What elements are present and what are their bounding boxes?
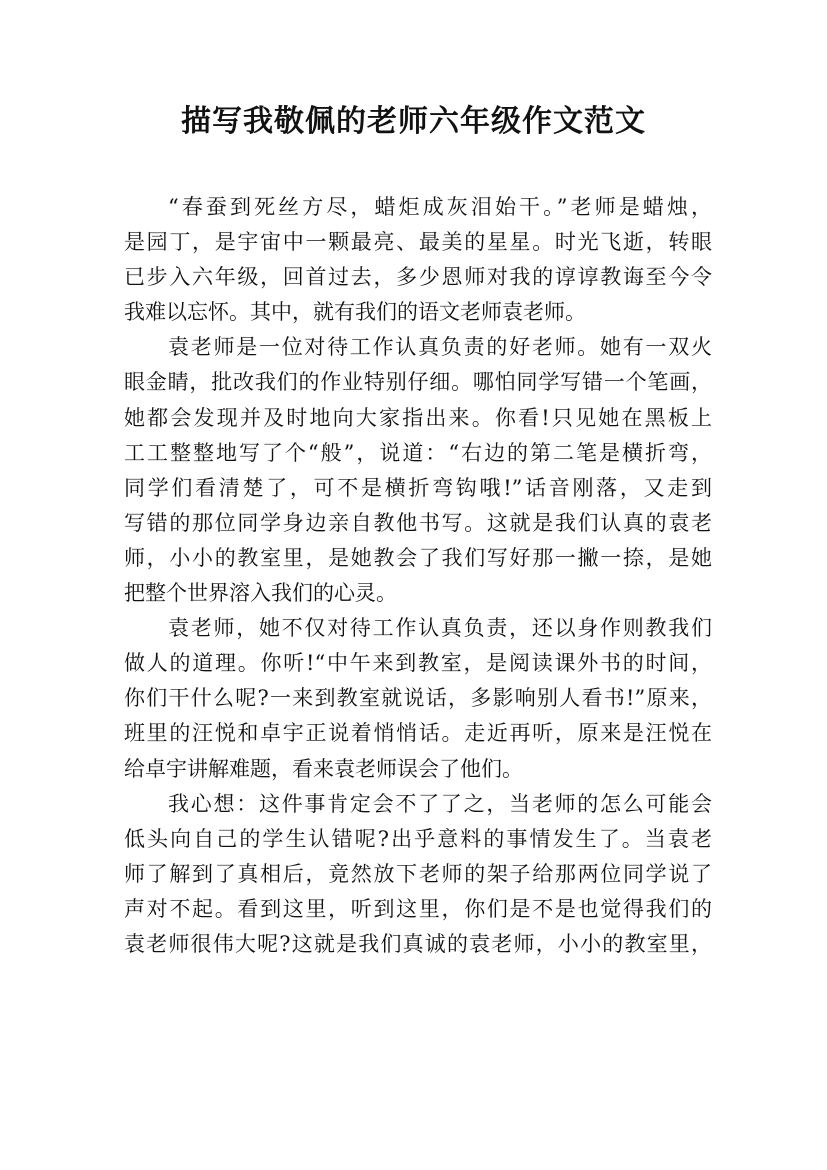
text-line: 袁老师，她不仅对待工作认真负责，还以身作则教我们 xyxy=(168,616,712,641)
paragraph xyxy=(124,787,712,962)
paragraph xyxy=(124,611,712,786)
text-line: 写错的那位同学身边亲自教他书写。这就是我们认真的袁老 xyxy=(124,510,712,535)
text-line: 她都会发现并及时地向大家指出来。你看!只见她在黑板上 xyxy=(124,405,712,430)
text-line: 把整个世界溶入我们的心灵。 xyxy=(124,581,397,606)
text-line: 低头向自己的学生认错呢?出乎意料的事情发生了。当袁老 xyxy=(124,826,712,851)
text-line: 给卓宇讲解难题，看来袁老师误会了他们。 xyxy=(124,756,523,781)
text-line: 声对不起。看到这里，听到这里，你们是不是也觉得我们的 xyxy=(124,896,712,921)
document-body xyxy=(124,190,712,962)
paragraph xyxy=(124,330,712,611)
text-line: 班里的汪悦和卓宇正说着悄悄话。走近再听，原来是汪悦在 xyxy=(124,721,712,746)
text-line: 是园丁，是宇宙中一颗最亮、最美的星星。时光飞逝，转眼 xyxy=(124,230,712,255)
text-line: 已步入六年级，回首过去，多少恩师对我的谆谆教诲至今令 xyxy=(124,265,712,290)
text-line: 师，小小的教室里，是她教会了我们写好那一撇一捺，是她 xyxy=(124,545,712,570)
text-line: 我难以忘怀。其中，就有我们的语文老师袁老师。 xyxy=(124,300,586,325)
paragraph xyxy=(124,190,712,330)
text-line: 师了解到了真相后，竟然放下老师的架子给那两位同学说了 xyxy=(124,861,712,886)
text-line: “春蚕到死丝方尽，蜡炬成灰泪始干。”老师是蜡烛， xyxy=(168,195,712,219)
text-line: 我心想：这件事肯定会不了了之，当老师的怎么可能会 xyxy=(168,791,712,816)
document-title: 描写我敬佩的老师六年级作文范文 xyxy=(181,104,646,139)
text-line: 工工整整地写了个“般”，说道：“右边的第二笔是横折弯， xyxy=(124,440,712,465)
text-line: 眼金睛，批改我们的作业特别仔细。哪怕同学写错一个笔画， xyxy=(124,370,712,395)
text-line: 同学们看清楚了，可不是横折弯钩哦!”话音刚落，又走到 xyxy=(124,475,712,500)
text-line: 你们干什么呢?一来到教室就说话，多影响别人看书!”原来， xyxy=(124,686,712,711)
text-line: 做人的道理。你听!“中午来到教室，是阅读课外书的时间， xyxy=(124,651,712,676)
text-line: 袁老师很伟大呢?这就是我们真诚的袁老师，小小的教室里， xyxy=(124,931,712,956)
text-line: 袁老师是一位对待工作认真负责的好老师。她有一双火 xyxy=(168,335,712,360)
